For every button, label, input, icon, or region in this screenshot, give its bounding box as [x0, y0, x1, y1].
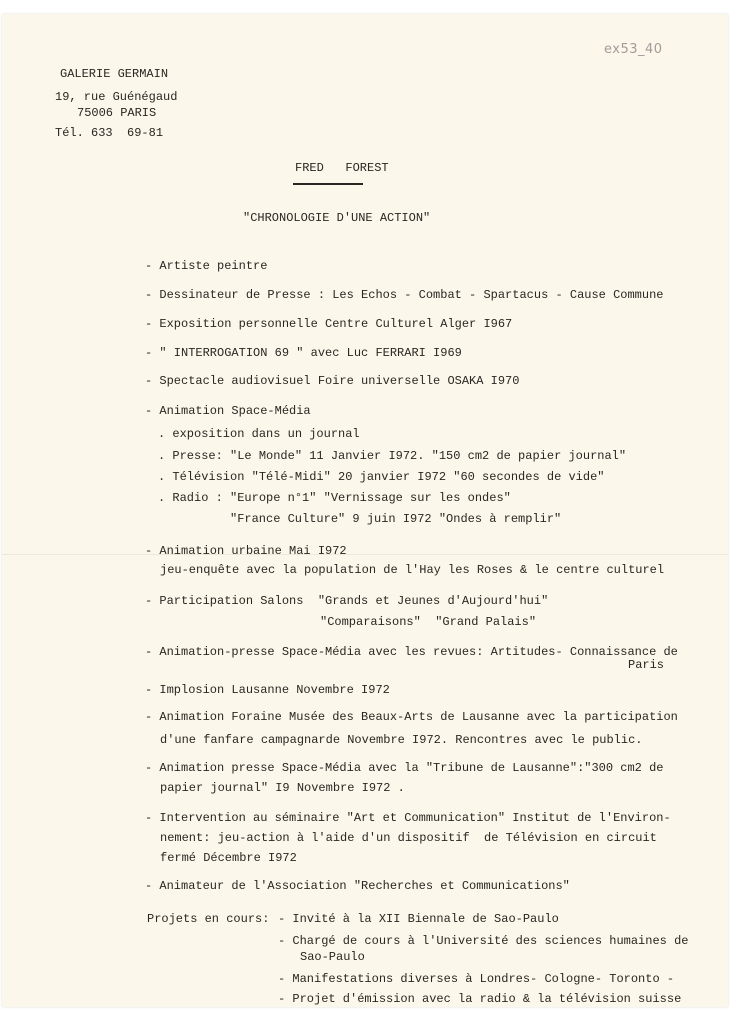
list-item: - Artiste peintre — [145, 259, 268, 273]
list-item: - Animation urbaine Mai I972 — [145, 544, 347, 558]
list-item-continuation: fermé Décembre I972 — [160, 851, 297, 865]
project-item: - Manifestations diverses à Londres- Cologne- Toronto - — [278, 972, 675, 986]
gallery-name: GALERIE GERMAIN — [60, 67, 169, 81]
list-item-continuation: papier journal" I9 Novembre I972 . — [160, 781, 405, 795]
project-item: - Projet d'émission avec la radio & la télévision suisse — [278, 992, 682, 1006]
projects-label: Projets en cours: — [147, 912, 270, 926]
sub-item: . Presse: "Le Monde" 11 Janvier I972. "150 cm2 de papier journal" — [158, 449, 627, 463]
sub-item: . exposition dans un journal — [158, 427, 360, 441]
list-item-continuation: d'une fanfare campagnarde Novembre I972. Rencontres avec le public. — [160, 733, 643, 747]
author-underline — [293, 183, 363, 185]
list-item-continuation: nement: jeu-action à l'aide d'un dispositif de Télévision en circuit — [160, 831, 657, 845]
list-item: - Dessinateur de Presse : Les Echos - Combat - Spartacus - Cause Commune — [145, 288, 664, 302]
list-item: - Participation Salons "Grands et Jeunes d'Aujourd'hui" — [145, 594, 549, 608]
list-item: - Animation-presse Space-Média avec les revues: Artitudes- Connaissance de — [145, 645, 678, 659]
sub-item-continuation: "France Culture" 9 juin I972 "Ondes à remplir" — [230, 512, 562, 526]
list-item: - Animation Foraine Musée des Beaux-Arts de Lausanne avec la participation — [145, 710, 678, 724]
list-item: - Animation Space-Média — [145, 404, 311, 418]
list-item: - Animateur de l'Association "Recherches et Communications" — [145, 879, 570, 893]
document-title: "CHRONOLOGIE D'UNE ACTION" — [243, 211, 431, 225]
list-item-continuation: jeu-enquête avec la population de l'Hay les Roses & le centre culturel — [160, 563, 665, 577]
list-item-continuation: "Comparaisons" "Grand Palais" — [320, 615, 537, 629]
list-item: - Spectacle audiovisuel Foire universelle OSAKA I970 — [145, 374, 520, 388]
list-item: - Implosion Lausanne Novembre I972 — [145, 683, 390, 697]
list-item-continuation: Paris — [628, 658, 665, 672]
list-item: - Intervention au séminaire "Art et Communication" Institut de l'Environ- — [145, 811, 671, 825]
handwritten-annotation: ex53_40 — [604, 42, 663, 57]
paper-fold — [2, 554, 728, 555]
gallery-street: 19, rue Guénégaud — [55, 90, 178, 104]
gallery-phone: Tél. 633 69-81 — [55, 126, 164, 140]
sub-item: . Télévision "Télé-Midi" 20 janvier I972 "60 secondes de vide" — [158, 470, 605, 484]
project-item-continuation: Sao-Paulo — [300, 950, 365, 964]
project-item: - Chargé de cours à l'Université des sciences humaines de — [278, 934, 689, 948]
sub-item: . Radio : "Europe n°1" "Vernissage sur les ondes" — [158, 491, 511, 505]
list-item: - Exposition personnelle Centre Culturel Alger I967 — [145, 317, 513, 331]
list-item: - Animation presse Space-Média avec la "Tribune de Lausanne":"300 cm2 de — [145, 761, 664, 775]
author-name: FRED FOREST — [295, 161, 389, 175]
gallery-city: 75006 PARIS — [77, 106, 157, 120]
list-item: - " INTERROGATION 69 " avec Luc FERRARI I969 — [145, 346, 462, 360]
project-item: - Invité à la XII Biennale de Sao-Paulo — [278, 912, 559, 926]
